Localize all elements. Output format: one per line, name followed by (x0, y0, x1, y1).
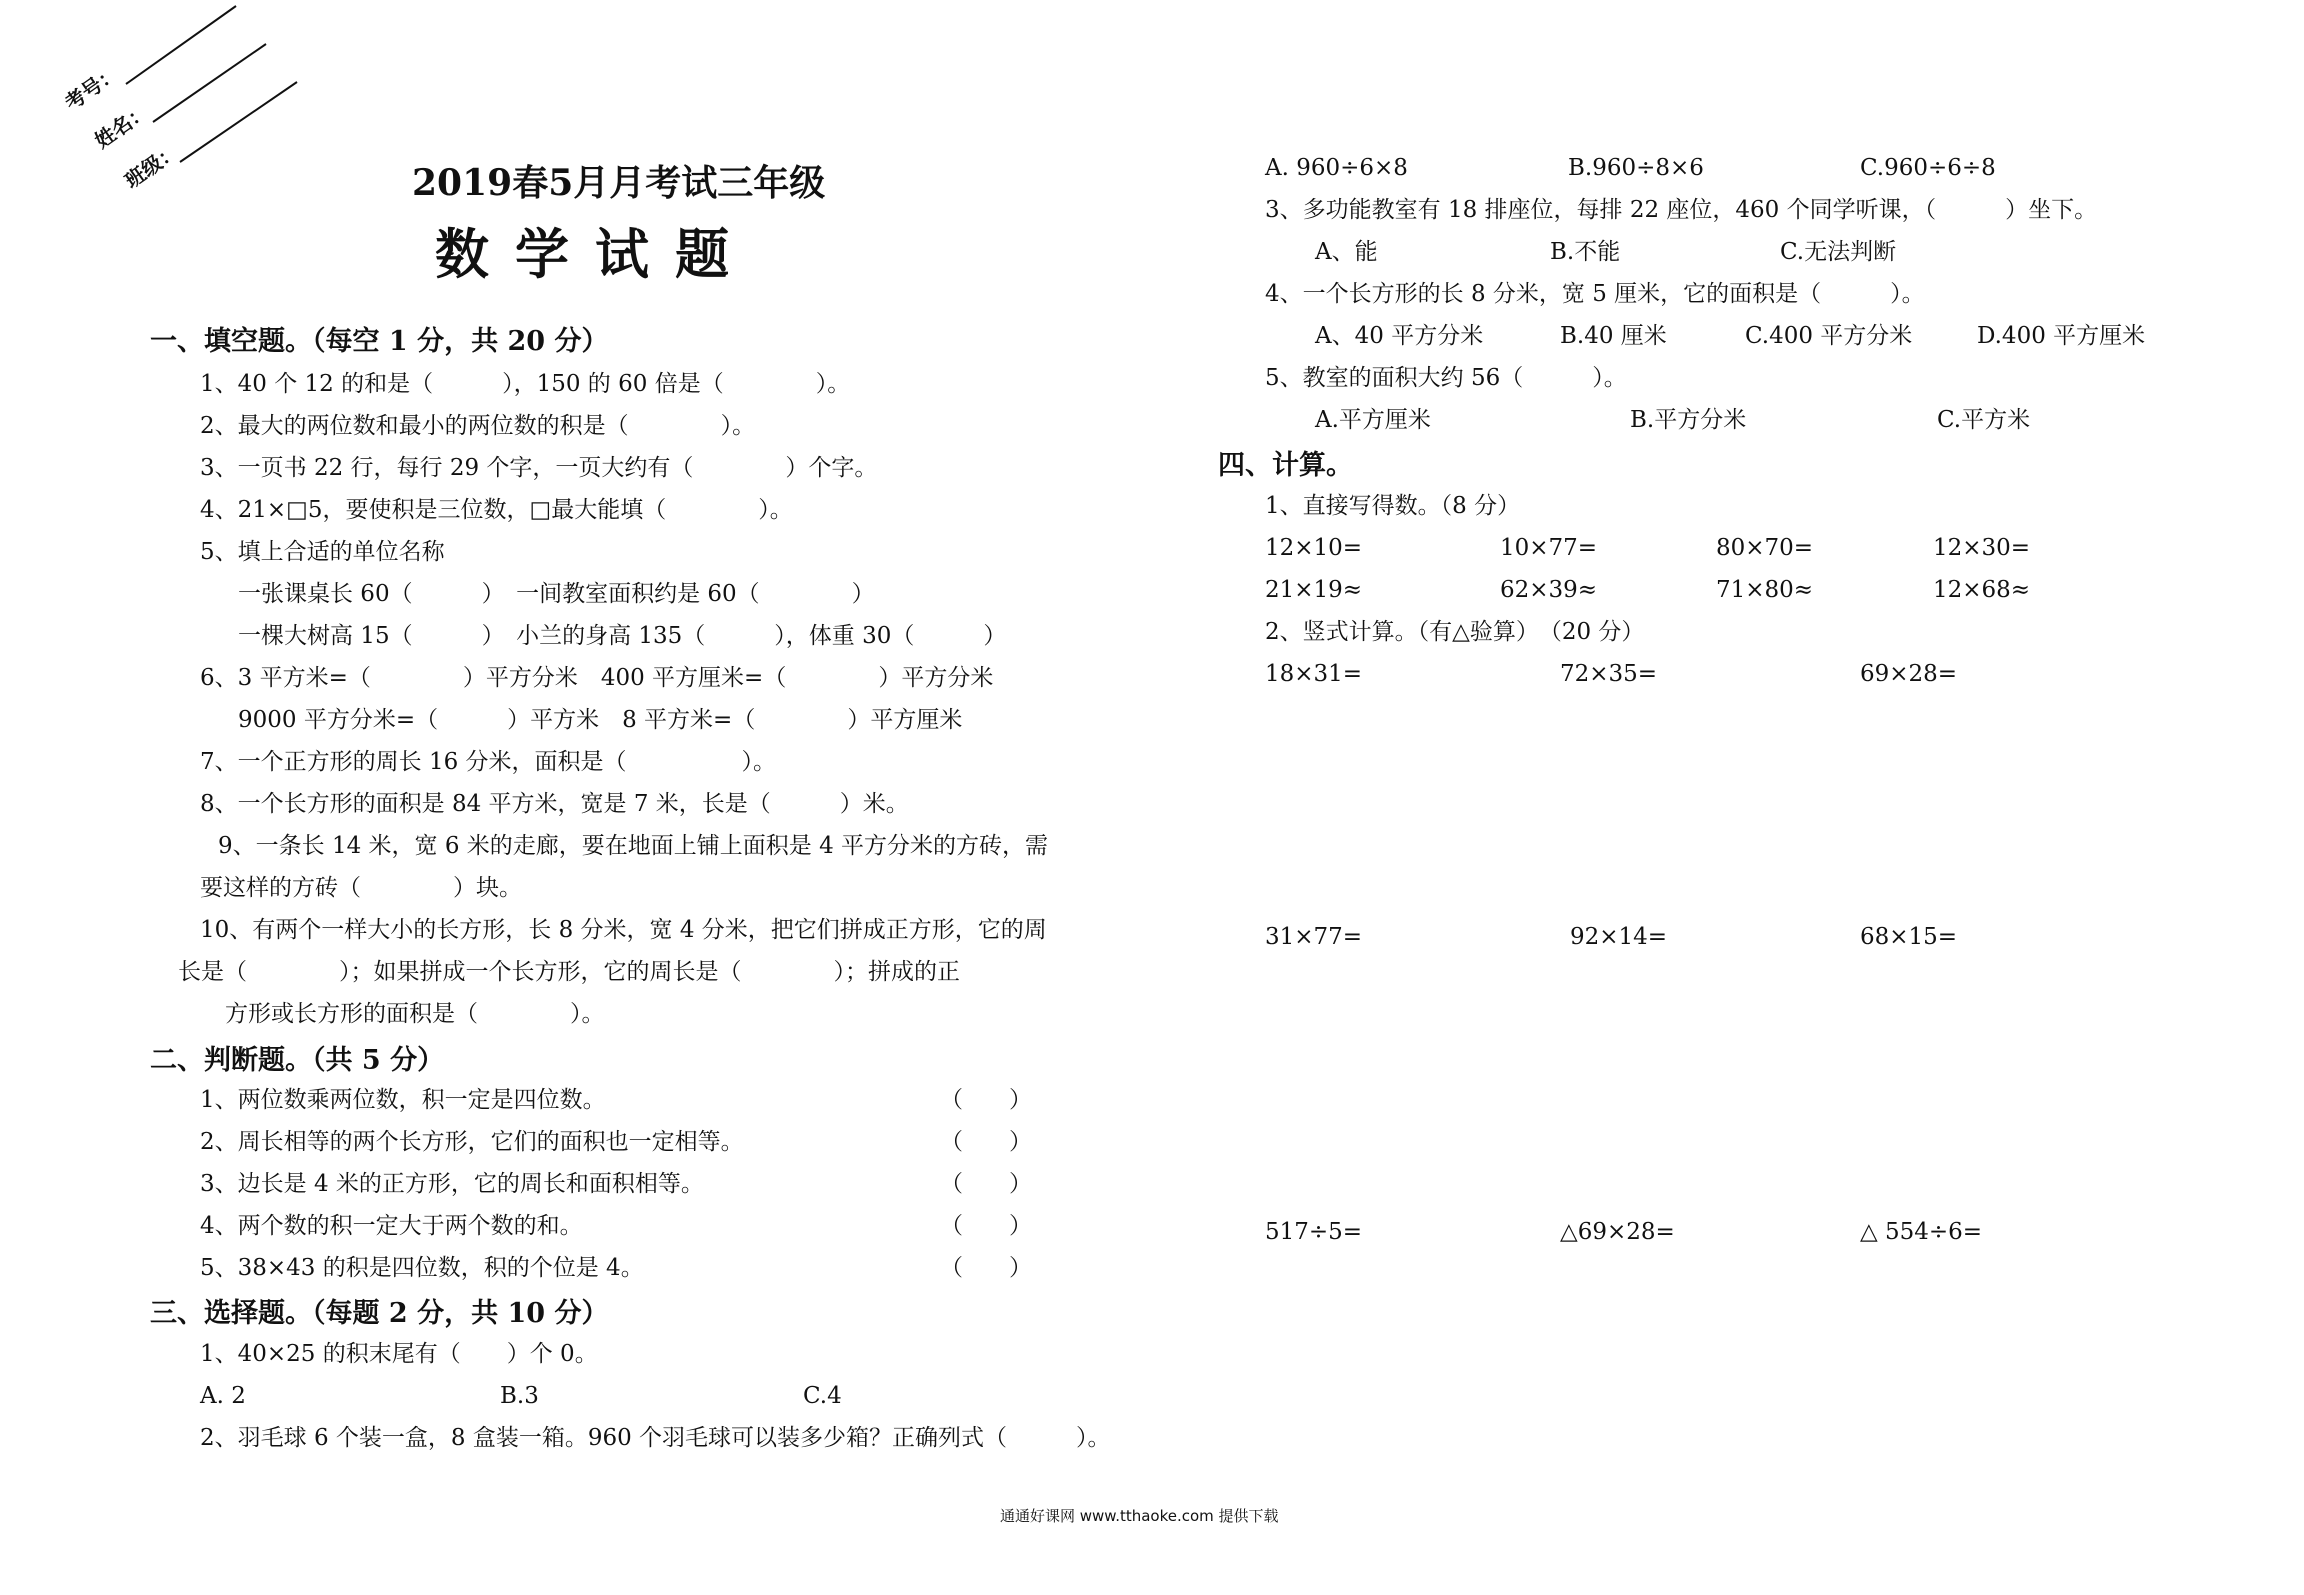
section-heading: 三、选择题。（每题 2 分，共 10 分） (150, 1298, 609, 1329)
question-line: 2、羽毛球 6 个装一盒，8 盒装一箱。960 个羽毛球可以装多少箱？正确列式（ ）。 (200, 1425, 1111, 1451)
question-line: B.平方分米 (1630, 407, 1747, 433)
section-heading: 一、填空题。（每空 1 分，共 20 分） (150, 326, 609, 357)
question-line: 要这样的方砖（ ）块。 (200, 875, 522, 901)
exam-no-label: 考号： (60, 60, 124, 115)
answer-bracket[interactable]: （ ） (940, 1213, 1032, 1239)
question-line: 2、最大的两位数和最小的两位数的积是（ ）。 (200, 413, 756, 439)
question-line: 5、38×43 的积是四位数，积的个位是 4。 (200, 1255, 644, 1281)
question-line: 6、3 平方米=（ ）平方分米 400 平方厘米=（ ）平方分米 (200, 665, 994, 691)
answer-bracket[interactable]: （ ） (940, 1129, 1032, 1155)
question-line: 4、两个数的积一定大于两个数的和。 (200, 1213, 583, 1239)
question-line: 4、一个长方形的长 8 分米，宽 5 厘米，它的面积是（ ）。 (1265, 281, 1925, 307)
question-line: A、40 平方分米 (1315, 323, 1484, 349)
section-heading: 二、判断题。（共 5 分） (150, 1045, 445, 1076)
question-line: 2、竖式计算。（有△验算） （20 分） (1265, 619, 1645, 645)
question-line: 68×15= (1860, 924, 1958, 950)
name-label: 姓名： (90, 98, 154, 153)
question-line: 21×19≈ (1265, 577, 1363, 603)
question-line: 3、多功能教室有 18 排座位，每排 22 座位，460 个同学听课，（ ）坐下。 (1265, 197, 2098, 223)
question-line: B.不能 (1550, 239, 1621, 265)
question-line: 2、周长相等的两个长方形，它们的面积也一定相等。 (200, 1129, 744, 1155)
question-line: 3、边长是 4 米的正方形，它的周长和面积相等。 (200, 1171, 704, 1197)
question-line: 92×14= (1570, 924, 1668, 950)
question-line: 517÷5= (1265, 1219, 1363, 1245)
question-line: B.960÷8×6 (1568, 155, 1704, 181)
question-line: 一张课桌长 60（ ） 一间教室面积约是 60（ ） (238, 581, 875, 607)
question-line: 12×68≈ (1933, 577, 2031, 603)
question-line: 12×10= (1265, 535, 1363, 561)
question-line: D.400 平方厘米 (1977, 323, 2146, 349)
question-line: 方形或长方形的面积是（ ）。 (225, 1001, 605, 1027)
question-line: △ 554÷6= (1860, 1219, 1983, 1245)
question-line: 5、填上合适的单位名称 (200, 539, 445, 565)
question-line: 18×31= (1265, 661, 1363, 687)
question-line: A. 2 (200, 1383, 246, 1409)
question-line: B.3 (500, 1383, 539, 1409)
answer-bracket[interactable]: （ ） (940, 1255, 1032, 1281)
footer-credit: 通通好课网 www.tthaoke.com 提供下载 (1000, 1507, 1279, 1525)
question-line: C.平方米 (1937, 407, 2031, 433)
question-line: 10、有两个一样大小的长方形，长 8 分米，宽 4 分米，把它们拼成正方形，它的周 (200, 917, 1047, 943)
question-line: 9000 平方分米=（ ）平方米 8 平方米=（ ）平方厘米 (238, 707, 963, 733)
question-line: 3、一页书 22 行，每行 29 个字，一页大约有（ ）个字。 (200, 455, 878, 481)
question-line: 80×70= (1716, 535, 1814, 561)
question-line: 71×80≈ (1716, 577, 1814, 603)
answer-bracket[interactable]: （ ） (940, 1171, 1032, 1197)
question-line: 10×77= (1500, 535, 1598, 561)
question-line: A、能 (1315, 239, 1378, 265)
exam-title: 2019春5月月考试三年级 (412, 162, 826, 204)
question-line: C.4 (803, 1383, 842, 1409)
question-line: 1、40×25 的积末尾有（ ）个 0。 (200, 1341, 598, 1367)
question-line: 1、直接写得数。（8 分） (1265, 493, 1521, 519)
question-line: 长是（ ）；如果拼成一个长方形，它的周长是（ ）；拼成的正 (178, 959, 960, 985)
question-line: 一棵大树高 15（ ） 小兰的身高 135（ ），体重 30（ ） (238, 623, 1007, 649)
question-line: 69×28= (1860, 661, 1958, 687)
question-line: 62×39≈ (1500, 577, 1598, 603)
section-heading: 四、计算。 (1218, 450, 1353, 481)
exam-subtitle: 数学试题 (435, 222, 755, 286)
question-line: 12×30= (1933, 535, 2031, 561)
question-line: 9、一条长 14 米，宽 6 米的走廊，要在地面上铺上面积是 4 平方分米的方砖，需 (218, 833, 1049, 859)
answer-bracket[interactable]: （ ） (940, 1087, 1032, 1113)
question-line: 72×35= (1560, 661, 1658, 687)
class-label: 班级： (120, 138, 184, 193)
question-line: 5、教室的面积大约 56（ ）。 (1265, 365, 1627, 391)
question-line: B.40 厘米 (1560, 323, 1667, 349)
question-line: A. 960÷6×8 (1265, 155, 1408, 181)
question-line: A.平方厘米 (1315, 407, 1431, 433)
question-line: 31×77= (1265, 924, 1363, 950)
question-line: C.无法判断 (1780, 239, 1897, 265)
question-line: △69×28= (1560, 1219, 1675, 1245)
question-line: 8、一个长方形的面积是 84 平方米，宽是 7 米，长是（ ）米。 (200, 791, 909, 817)
question-line: 7、一个正方形的周长 16 分米，面积是（ ）。 (200, 749, 777, 775)
question-line: 1、40 个 12 的和是（ ），150 的 60 倍是（ ）。 (200, 371, 851, 397)
question-line: C.960÷6÷8 (1860, 155, 1996, 181)
question-line: 4、21×□5，要使积是三位数，□最大能填（ ）。 (200, 497, 793, 523)
question-line: 1、两位数乘两位数，积一定是四位数。 (200, 1087, 606, 1113)
student-info-corner (40, 0, 320, 200)
question-line: C.400 平方分米 (1745, 323, 1913, 349)
